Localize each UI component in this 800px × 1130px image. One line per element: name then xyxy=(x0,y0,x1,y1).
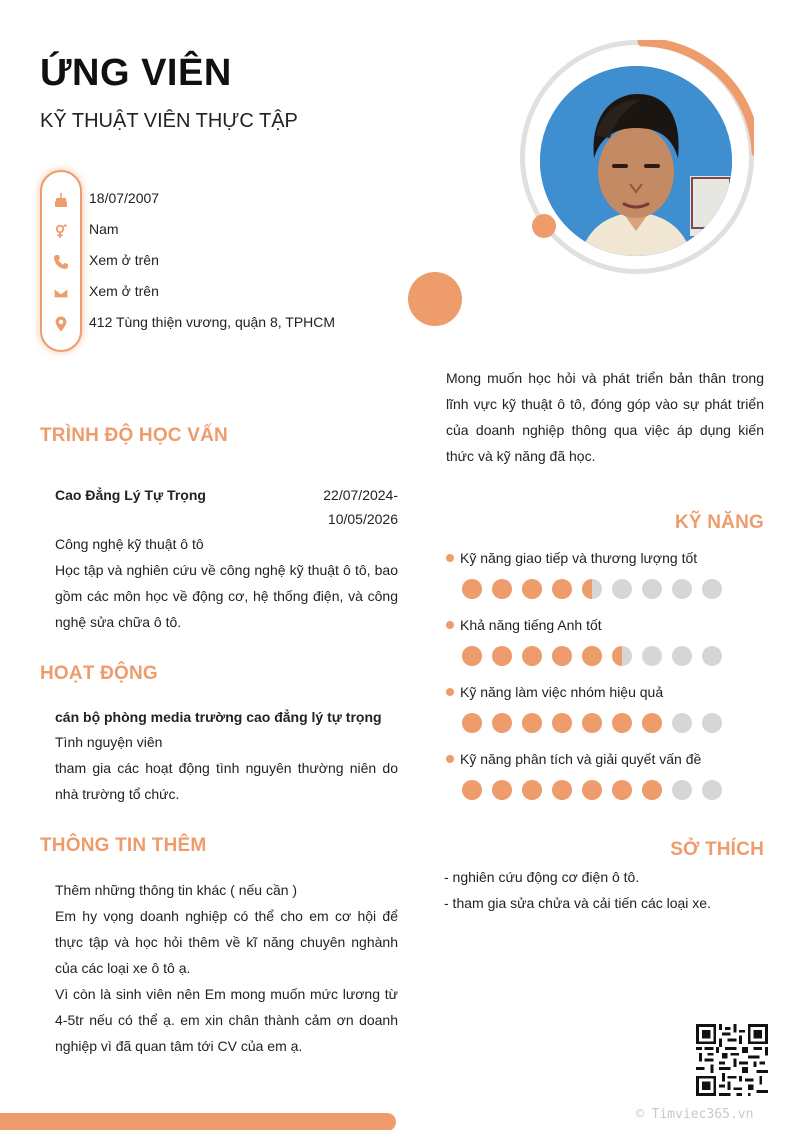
contact-email xyxy=(50,277,159,308)
activities-heading: HOẠT ĐỘNG xyxy=(40,663,158,684)
contact-birthday xyxy=(50,184,160,215)
skill-dot xyxy=(612,579,632,599)
phone-icon xyxy=(50,251,72,273)
candidate-name: ỨNG VIÊN xyxy=(40,52,232,94)
skill-dot-fill xyxy=(612,713,632,733)
skill-dot xyxy=(462,713,482,733)
extra-info-paragraph-1: Em hy vọng doanh nghiệp có thể cho em cơ hội để thực tập và học hỏi thêm về kĩ năng chuyên nghành của các loại xe ô tô ạ. xyxy=(55,908,398,976)
skill-dot-fill xyxy=(462,579,482,599)
portrait-illustration xyxy=(540,66,732,256)
birthday-value: 18/07/2007 xyxy=(89,190,160,206)
education-description: Học tập và nghiên cứu về công nghệ kỹ thuật ô tô, bao gồm các môn học về động cơ, hệ thống điện, và công nghệ sửa chữa ô tô. xyxy=(55,562,398,630)
skill-dot xyxy=(582,713,602,733)
skill-dot xyxy=(702,646,722,666)
skill-dot-fill xyxy=(642,780,662,800)
contact-address xyxy=(50,308,336,339)
skill-dot-fill xyxy=(522,579,542,599)
major: Công nghệ kỹ thuật ô tô xyxy=(55,536,204,552)
skill-dot xyxy=(462,780,482,800)
skill-dot xyxy=(642,713,662,733)
skill-dot-fill xyxy=(552,713,572,733)
extra-info-heading: THÔNG TIN THÊM xyxy=(40,835,207,856)
email-icon xyxy=(50,282,72,304)
activity-role: Tình nguyện viên xyxy=(55,734,163,750)
extra-info-line: Thêm những thông tin khác ( nếu cần ) xyxy=(55,882,298,898)
skill-rating xyxy=(446,713,766,733)
skill-dot-fill xyxy=(612,646,622,666)
hobbies-heading: SỞ THÍCH xyxy=(670,839,764,860)
skill-item xyxy=(446,682,766,733)
skill-dot xyxy=(492,646,512,666)
skill-dot xyxy=(522,780,542,800)
skill-dot-fill xyxy=(462,713,482,733)
decor-dot-large xyxy=(408,272,462,326)
footer-accent-bar xyxy=(0,1113,396,1130)
skill-dot xyxy=(492,713,512,733)
skill-dot-fill xyxy=(522,646,542,666)
skill-dot xyxy=(642,780,662,800)
contact-list xyxy=(50,184,336,339)
education-date-end: 10/05/2026 xyxy=(327,511,398,527)
address-value: 412 Tùng thiện vương, quận 8, TPHCM xyxy=(89,314,336,330)
skill-dot xyxy=(702,780,722,800)
skill-dot-fill xyxy=(582,646,602,666)
career-objective: Mong muốn học hỏi và phát triển bản thân trong lĩnh vực kỹ thuật ô tô, đóng góp vào sự phát triển của doanh nghiệp thông qua việc áp dụng kiến thức và kỹ năng đã học. xyxy=(446,370,764,464)
skill-dot xyxy=(642,646,662,666)
skill-dot xyxy=(552,646,572,666)
skill-dot xyxy=(522,579,542,599)
skill-dot xyxy=(462,646,482,666)
extra-info-paragraph-2: Vì còn là sinh viên nên Em mong muốn mức lương từ 4-5tr nếu có thể ạ. em xin chân thành cảm ơn doanh nghiệp vì đã quan tâm tới CV của em ạ. xyxy=(55,986,398,1054)
skill-dot-fill xyxy=(462,646,482,666)
skill-dot-fill xyxy=(462,780,482,800)
skill-dot-fill xyxy=(492,713,512,733)
skill-dot xyxy=(492,780,512,800)
skill-dot xyxy=(672,579,692,599)
skill-name: Kỹ năng làm việc nhóm hiệu quả xyxy=(446,682,766,702)
skill-dot-fill xyxy=(522,713,542,733)
skill-item xyxy=(446,749,766,800)
email-value: Xem ở trên xyxy=(89,283,159,299)
skill-dot xyxy=(612,646,632,666)
skill-dot-fill xyxy=(612,780,632,800)
skill-item xyxy=(446,548,766,599)
contact-gender xyxy=(50,215,119,246)
skill-dot xyxy=(552,780,572,800)
decor-dot-small xyxy=(532,214,556,238)
skill-rating xyxy=(446,780,766,800)
skill-dot xyxy=(642,579,662,599)
cake-icon xyxy=(50,189,72,211)
skill-rating xyxy=(446,579,766,599)
skill-dot xyxy=(612,713,632,733)
skill-dot-fill xyxy=(582,713,602,733)
activity-organization: cán bộ phòng media trường cao đẳng lý tự trọng xyxy=(55,709,382,725)
skill-dot-fill xyxy=(582,780,602,800)
activity-description: tham gia các hoạt động tình nguyên thường niên do nhà trường tổ chức. xyxy=(55,760,398,802)
skill-dot xyxy=(522,646,542,666)
location-icon xyxy=(50,313,72,335)
skill-dot xyxy=(582,646,602,666)
skill-rating xyxy=(446,646,766,666)
skill-dot xyxy=(672,713,692,733)
skill-dot xyxy=(582,579,602,599)
skill-item xyxy=(446,615,766,666)
skill-dot xyxy=(552,713,572,733)
skill-dot-fill xyxy=(522,780,542,800)
skill-dot xyxy=(672,780,692,800)
skill-dot-fill xyxy=(582,579,592,599)
gender-icon xyxy=(50,220,72,242)
skill-dot xyxy=(492,579,512,599)
skill-name: Kỹ năng phân tích và giải quyết vấn đề xyxy=(446,749,766,769)
skill-dot xyxy=(582,780,602,800)
qr-code-icon xyxy=(696,1024,768,1096)
skill-dot xyxy=(612,780,632,800)
job-title: KỸ THUẬT VIÊN THỰC TẬP xyxy=(40,110,298,132)
skill-dot-fill xyxy=(492,579,512,599)
skill-dot xyxy=(672,646,692,666)
skill-name: Kỹ năng giao tiếp và thương lượng tốt xyxy=(446,548,766,568)
candidate-photo xyxy=(540,66,732,256)
brand-watermark: © Timviec365.vn xyxy=(636,1107,754,1122)
gender-value: Nam xyxy=(89,221,119,237)
skill-dot xyxy=(552,579,572,599)
skill-dot xyxy=(702,579,722,599)
skill-dot xyxy=(522,713,542,733)
hobby-item: - tham gia sửa chửa và cải tiến các loại xe. xyxy=(444,895,711,911)
skill-name: Khả năng tiếng Anh tốt xyxy=(446,615,766,635)
hobby-item: - nghiên cứu động cơ điện ô tô. xyxy=(444,869,640,885)
skill-dot-fill xyxy=(552,579,572,599)
contact-phone xyxy=(50,246,159,277)
skill-dot xyxy=(702,713,722,733)
education-date-start: 22/07/2024- xyxy=(323,487,398,503)
skill-dot-fill xyxy=(492,780,512,800)
skills-heading: KỸ NĂNG xyxy=(674,512,764,533)
skill-dot-fill xyxy=(552,780,572,800)
school-name: Cao Đẳng Lý Tự Trọng xyxy=(55,487,206,503)
skill-dot-fill xyxy=(552,646,572,666)
phone-value: Xem ở trên xyxy=(89,252,159,268)
skill-dot xyxy=(462,579,482,599)
skill-dot-fill xyxy=(642,713,662,733)
skill-dot-fill xyxy=(492,646,512,666)
education-heading: TRÌNH ĐỘ HỌC VẤN xyxy=(40,425,228,446)
